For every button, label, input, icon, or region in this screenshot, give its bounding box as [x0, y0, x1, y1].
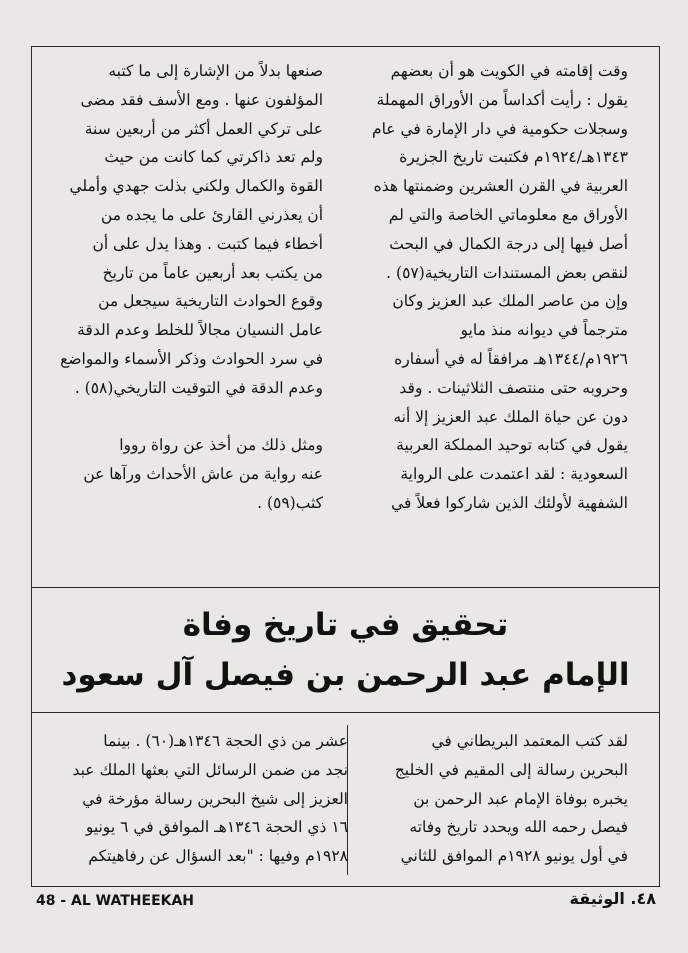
- text-line: وإن من عاصر الملك عبد العزيز وكان: [392, 292, 628, 311]
- text-line: لقد كتب المعتمد البريطاني في: [431, 732, 628, 750]
- text-line: عامل النسيان مجالاً للخلط وعدم الدقة: [77, 321, 323, 340]
- text-line: صنعها بدلاً من الإشارة إلى ما كتبه: [108, 62, 323, 80]
- footer-page-label-arabic: ٤٨. الوثيقة: [569, 889, 656, 908]
- text-line: مترجماً في ديوانه منذ مايو: [460, 321, 628, 340]
- text-line: نجد من ضمن الرسائل التي بعثها الملك عبد: [72, 760, 348, 779]
- text-line: المؤلفون عنها . ومع الأسف فقد مضى: [80, 90, 323, 109]
- text-line: عشر من ذي الحجة ١٣٤٦هـ(٦٠) . بينما: [103, 732, 348, 750]
- section-divider: [32, 712, 659, 713]
- text-line: يقول في كتابه توحيد المملكة العربية: [396, 436, 628, 455]
- blank-line: [48, 403, 323, 432]
- text-line: الشفهية لأولئك الذين شاركوا فعلاً في: [391, 493, 628, 512]
- text-line: أن يعذرني القارئ على ما يجده من: [100, 205, 323, 224]
- text-line: ١٩٢٦م/١٣٤٤هـ مرافقاً له في أسفاره: [394, 349, 628, 368]
- section-divider: [32, 587, 659, 588]
- section-headline-line2: الإمام عبد الرحمن بن فيصل آل سعود: [61, 657, 630, 693]
- text-line: كثب(٥٩) .: [257, 493, 323, 512]
- text-line: وقوع الحوادث التاريخية سيجعل من: [98, 292, 323, 311]
- text-line: أصل فيها إلى درجة الكمال في البحث: [389, 234, 628, 253]
- text-line: من يكتب بعد أربعين عاماً من تاريخ: [102, 263, 323, 282]
- text-line: ١٦ ذي الحجة ١٣٤٦هـ الموافق في ٦ يونيو: [85, 818, 348, 837]
- text-line: وسجلات حكومية في دار الإمارة في عام: [371, 119, 628, 138]
- text-line: الأوراق مع معلوماتي الخاصة والتي لم: [388, 205, 628, 224]
- text-line: وحروبه حتى منتصف الثلاثينات . وقد: [399, 378, 628, 397]
- text-line: العربية في القرن العشرين وضمنتها هذه: [373, 177, 628, 196]
- text-line: القوة والكمال ولكني بذلت جهدي وأملي: [69, 177, 323, 196]
- text-line: السعودية : لقد اعتمدت على الرواية: [400, 465, 628, 484]
- text-line: لنقص بعض المستندات التاريخية(٥٧) .: [386, 263, 628, 282]
- article-column-top-left: [48, 57, 323, 518]
- article-column-bottom-left: [48, 727, 348, 871]
- text-line: وعدم الدقة في التوقيت التاريخي(٥٨) .: [74, 378, 323, 397]
- article-column-bottom-right: [393, 727, 628, 871]
- text-line: في أول يونيو ١٩٢٨م الموافق للثاني: [400, 847, 628, 866]
- text-line: ومثل ذلك من أخذ عن رواة رووا: [119, 436, 323, 455]
- text-line: العزيز إلى شيخ البحرين رسالة مؤرخة في: [82, 789, 348, 808]
- text-line: فيصل رحمه الله ويحدد تاريخ وفاته: [409, 818, 628, 837]
- text-line: البحرين رسالة إلى المقيم في الخليج: [394, 760, 628, 779]
- text-line: أخطاء فيما كتبت . وهذا يدل على أن: [92, 234, 323, 253]
- text-line: عنه رواية من عاش الأحداث ورآها عن: [83, 465, 323, 484]
- page-frame: [31, 46, 660, 887]
- text-line: في سرد الحوادث وذكر الأسماء والمواضع: [60, 349, 323, 368]
- text-line: يخبره بوفاة الإمام عبد الرحمن بن: [413, 789, 628, 808]
- article-column-top-right: [368, 57, 628, 518]
- text-line: ١٩٢٨م وفيها : "بعد السؤال عن رفاهيتكم: [88, 847, 348, 866]
- footer-page-label-latin: 48 - AL WATHEEKAH: [36, 893, 195, 909]
- text-line: دون عن حياة الملك عبد العزيز إلا أنه: [393, 407, 628, 426]
- text-line: وقت إقامته في الكويت هو أن بعضهم: [390, 62, 628, 80]
- section-headline-line1: تحقيق في تاريخ وفاة: [182, 607, 509, 643]
- text-line: يقول : رأيت أكداساً من الأوراق المهملة: [376, 90, 628, 109]
- text-line: على تركي العمل أكثر من أربعين سنة: [84, 119, 323, 138]
- text-line: ولم تعد ذاكرتي كما كانت من حيث: [104, 148, 323, 167]
- text-line: ١٣٤٣هـ/١٩٢٤م فكتبت تاريخ الجزيرة: [399, 148, 628, 167]
